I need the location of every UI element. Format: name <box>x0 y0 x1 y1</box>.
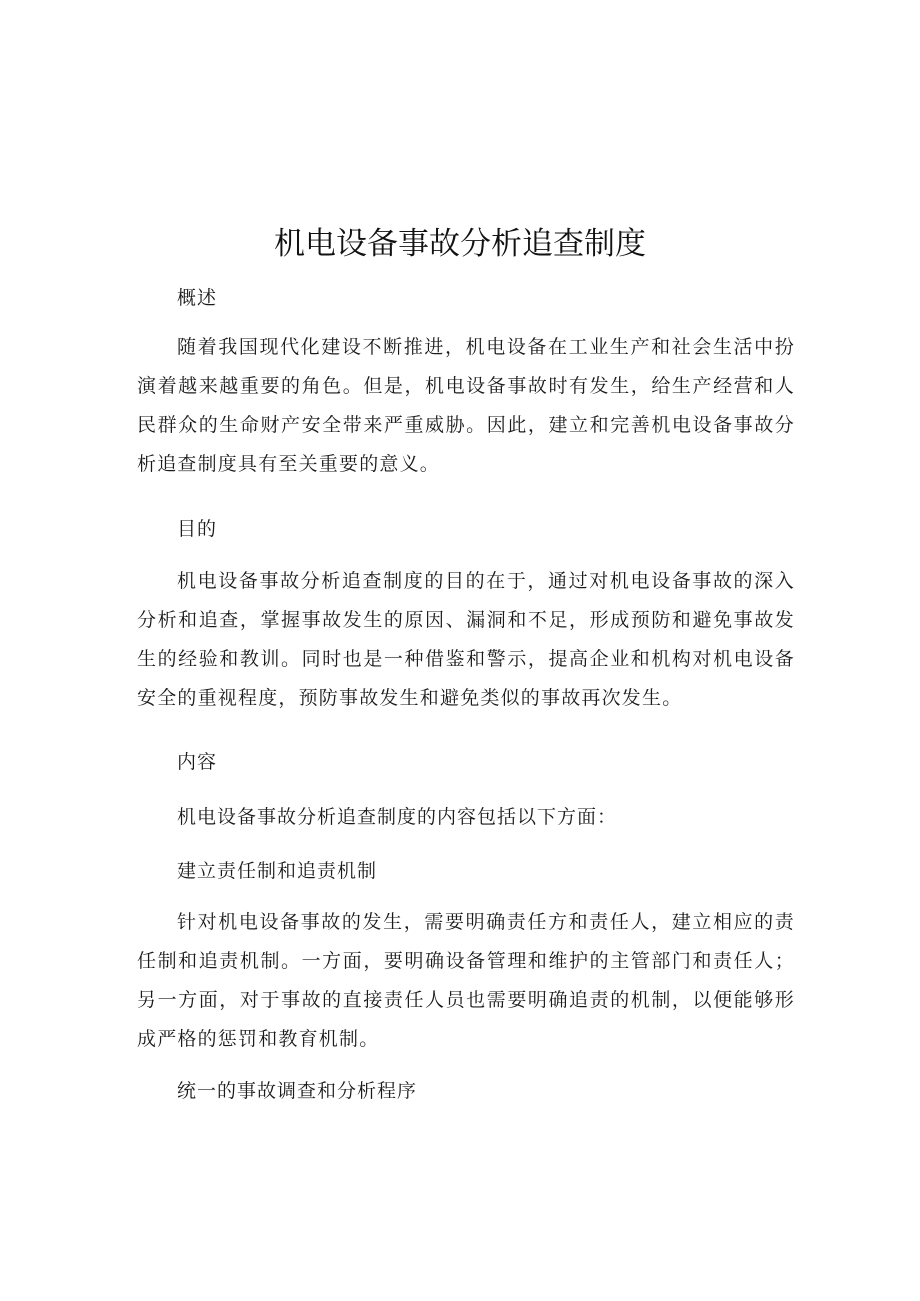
paragraph-overview: 随着我国现代化建设不断推进，机电设备在工业生产和社会生活中扮演着越来越重要的角色。但是，机电设备事故时有发生，给生产经营和人民群众的生命财产安全带来严重威胁。因此，建立和完善机电设备事故分析追查制度具有至关重要的意义。 <box>137 336 795 475</box>
section-heading-purpose: 目的 <box>177 518 218 540</box>
paragraph-responsibility: 针对机电设备事故的发生，需要明确责任方和责任人，建立相应的责任制和追责机制。一方面，要明确设备管理和维护的主管部门和责任人；另一方面，对于事故的直接责任人员也需要明确追责的机制，以便能够形成严格的惩罚和教育机制。 <box>137 911 795 1050</box>
paragraph-purpose: 机电设备事故分析追查制度的目的在于，通过对机电设备事故的深入分析和追查，掌握事故发生的原因、漏洞和不足，形成预防和避免事故发生的经验和教训。同时也是一种借鉴和警示，提高企业和机构对机电设备安全的重视程度，预防事故发生和避免类似的事故再次发生。 <box>137 570 795 709</box>
document-title: 机电设备事故分析追查制度 <box>274 226 646 262</box>
subheading-responsibility: 建立责任制和追责机制 <box>177 860 378 882</box>
section-heading-content: 内容 <box>177 751 218 773</box>
content-intro-line: 机电设备事故分析追查制度的内容包括以下方面： <box>177 806 618 828</box>
section-heading-overview: 概述 <box>177 287 218 309</box>
subheading-procedure: 统一的事故调查和分析程序 <box>177 1080 418 1102</box>
